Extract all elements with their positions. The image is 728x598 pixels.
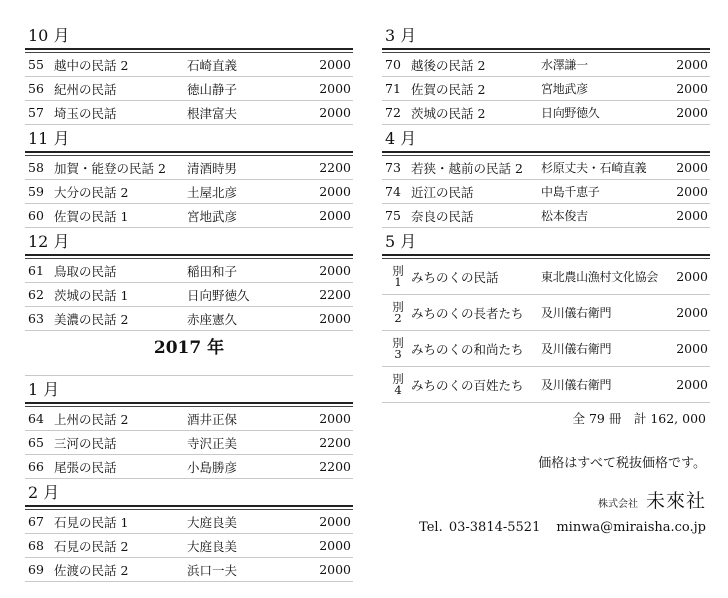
book-price: 2000 [676,105,708,120]
book-price: 2000 [319,538,351,553]
book-author: 日向野徳久 [541,106,600,120]
book-price: 2000 [676,160,708,175]
book-number: 57 [28,105,44,120]
book-price: 2000 [319,263,351,278]
book-title: 三河の民話 [54,435,117,451]
book-title: 紀州の民話 [54,81,117,97]
company-type: 株式会社 [597,499,638,510]
book-list [25,53,353,125]
book-row [382,77,710,101]
book-price: 2000 [319,57,351,72]
book-row [25,101,353,125]
book-number: 61 [28,263,44,278]
book-price: 2000 [319,208,351,223]
book-number: 65 [28,435,44,450]
book-number: 74 [385,184,401,199]
book-author: 杉原丈夫・石崎直義 [541,161,647,175]
book-number: 別 2 [392,299,404,325]
book-author: 東北農山漁村文化協会 [541,270,659,284]
book-author: 宮地武彦 [541,82,588,96]
book-title: みちのくの百姓たち [411,377,524,393]
book-price: 2000 [319,184,351,199]
book-author: 及川儀右衛門 [541,342,612,356]
book-title: 近江の民話 [411,184,474,200]
book-list [382,53,710,125]
book-price: 2000 [319,514,351,529]
book-row [25,558,353,582]
book-price: 2200 [319,459,351,474]
book-row [25,180,353,204]
book-row [382,259,710,295]
book-row [382,204,710,228]
book-author: 赤座憲久 [187,311,238,327]
book-price: 2000 [676,377,708,392]
book-row [25,77,353,101]
book-row [25,534,353,558]
book-title: みちのくの和尚たち [411,341,524,357]
book-price: 2000 [676,305,708,320]
book-number: 55 [28,57,44,72]
book-price: 2200 [319,160,351,175]
book-price: 2000 [676,208,708,223]
book-title: 若狭・越前の民話 2 [411,160,523,176]
book-row [25,283,353,307]
book-row [25,510,353,534]
book-author: 松本俊吉 [541,209,588,223]
book-row [382,156,710,180]
email-link[interactable]: minwa@miraisha.co.jp [556,520,706,535]
book-price: 2000 [676,81,708,96]
book-number: 別 3 [392,335,404,361]
book-title: 尾張の民話 [54,459,117,475]
book-row [25,307,353,331]
book-number: 66 [28,459,44,474]
book-author: 稲田和子 [187,263,238,279]
book-row [382,53,710,77]
book-number: 58 [28,160,44,175]
book-price: 2200 [319,435,351,450]
book-row [382,295,710,331]
book-row [382,331,710,367]
book-author: 石崎直義 [187,57,238,73]
book-number: 75 [385,208,401,223]
book-title: 茨城の民話 2 [411,105,486,121]
book-title: 越中の民話 2 [54,57,129,73]
book-number: 別 4 [392,371,404,397]
month-heading: 1 月 [25,376,353,404]
book-author: 土屋北彦 [187,184,238,200]
book-author: 及川儀右衛門 [541,306,612,320]
book-title: 埼玉の民話 [54,105,117,121]
book-number: 70 [385,57,401,72]
book-list [382,156,710,228]
right-column [382,22,710,403]
book-author: 大庭良美 [187,538,238,554]
book-number: 56 [28,81,44,96]
book-price: 2000 [676,341,708,356]
book-number: 別 1 [392,263,404,289]
telephone: Tel. 03-3814-5521 [419,520,541,535]
book-number: 63 [28,311,44,326]
book-author: 酒井正保 [187,411,238,427]
book-list [382,259,710,403]
book-author: 浜口一夫 [187,562,238,578]
book-price: 2000 [319,411,351,426]
book-price: 2000 [319,311,351,326]
book-row [25,455,353,479]
month-heading: 5 月 [382,228,710,256]
book-author: 日向野徳久 [187,287,250,303]
total-summary: 全 79 冊 計 162, 000 [572,411,706,426]
book-title: 加賀・能登の民話 2 [54,160,166,176]
book-title: みちのくの長者たち [411,305,524,321]
book-number: 60 [28,208,44,223]
book-title: 佐渡の民話 2 [54,562,129,578]
book-row [25,53,353,77]
month-heading: 4 月 [382,125,710,153]
book-row [382,101,710,125]
book-author: 小島勝彦 [187,459,238,475]
book-number: 64 [28,411,44,426]
month-heading: 3 月 [382,22,710,50]
book-row [382,180,710,204]
book-price: 2000 [319,105,351,120]
book-author: 寺沢正美 [187,435,238,451]
book-author: 徳山静子 [187,81,238,97]
tax-note: 価格はすべて税抜価格です。 [538,456,706,471]
book-author: 根津富夫 [187,105,238,121]
book-title: 越後の民話 2 [411,57,486,73]
book-number: 62 [28,287,44,302]
month-heading: 12 月 [25,228,353,256]
book-title: 奈良の民話 [411,208,474,224]
book-price: 2000 [676,269,708,284]
book-author: 大庭良美 [187,514,238,530]
contact-line [419,520,706,535]
book-list [25,259,353,331]
book-row [25,431,353,455]
book-price: 2000 [676,184,708,199]
book-price: 2200 [319,287,351,302]
book-number: 67 [28,514,44,529]
book-price: 2000 [319,81,351,96]
book-row [25,204,353,228]
book-title: 佐賀の民話 2 [411,81,486,97]
book-number: 59 [28,184,44,199]
book-title: 石見の民話 2 [54,538,129,554]
book-title: 美濃の民話 2 [54,311,129,327]
book-number: 73 [385,160,401,175]
company-name: 未來社 [645,490,706,512]
book-title: 石見の民話 1 [54,514,129,530]
book-price: 2000 [676,57,708,72]
book-title: みちのくの民話 [411,269,499,285]
month-heading: 11 月 [25,125,353,153]
book-title: 上州の民話 2 [54,411,129,427]
book-row [25,156,353,180]
book-title: 佐賀の民話 1 [54,208,129,224]
publisher [598,486,706,513]
book-author: 宮地武彦 [187,208,238,224]
book-author: 水澤謙一 [541,58,588,72]
month-heading: 2 月 [25,479,353,507]
book-list [25,407,353,479]
book-author: 及川儀右衛門 [541,378,612,392]
book-row [382,367,710,403]
book-row [25,407,353,431]
left-column [25,22,353,582]
book-number: 72 [385,105,401,120]
book-number: 69 [28,562,44,577]
book-number: 68 [28,538,44,553]
book-title: 鳥取の民話 [54,263,117,279]
book-author: 清酒時男 [187,160,238,176]
book-row [25,259,353,283]
book-list [25,510,353,582]
book-list [25,156,353,228]
book-number: 71 [385,81,401,96]
book-title: 大分の民話 2 [54,184,129,200]
book-price: 2000 [319,562,351,577]
month-heading: 10 月 [25,22,353,50]
year-heading: 2017 年 [25,331,353,376]
book-title: 茨城の民話 1 [54,287,129,303]
book-author: 中島千恵子 [541,185,600,199]
